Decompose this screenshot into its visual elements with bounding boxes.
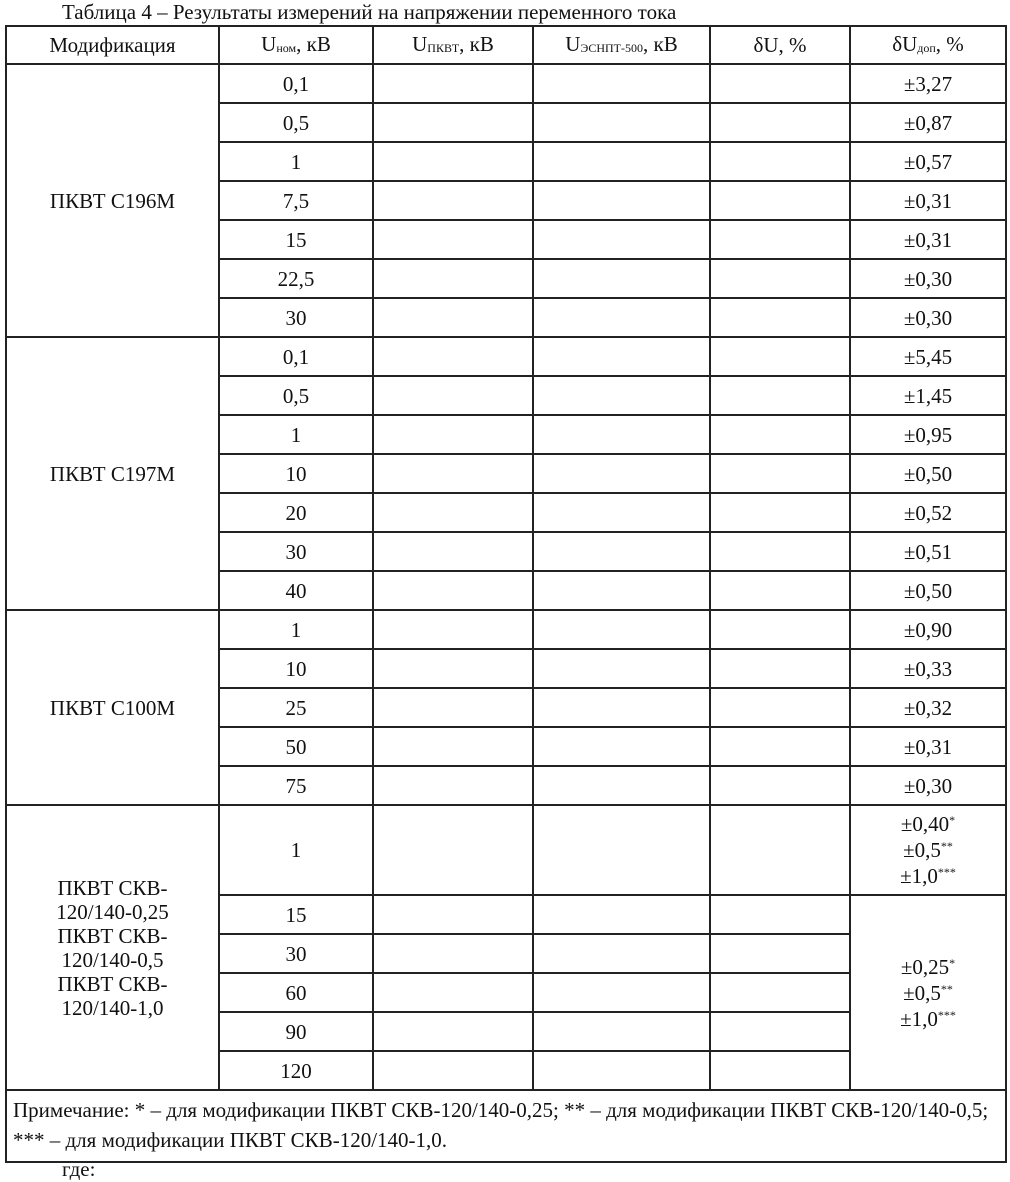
tolerance-value: ±0,40* <box>900 812 956 836</box>
u-pkvt-cell <box>373 259 533 298</box>
modification-line: ПКВТ СКВ- <box>57 875 168 900</box>
tolerance-cell: ±0,87 <box>850 103 1006 142</box>
u-pkvt-cell <box>373 493 533 532</box>
tolerance-cell: ±5,45 <box>850 337 1006 376</box>
u-pkvt-cell <box>373 298 533 337</box>
table-row <box>6 337 1006 376</box>
u-pkvt-cell <box>373 181 533 220</box>
u-nom-cell: 25 <box>219 688 373 727</box>
tolerance-value: ±1,0*** <box>900 1006 956 1031</box>
tolerance-cell: ±0,50 <box>850 571 1006 610</box>
u-nom-cell: 15 <box>219 895 373 934</box>
u-pkvt-cell <box>373 895 533 934</box>
u-esnpt-cell <box>533 934 710 973</box>
delta-u-cell <box>710 181 850 220</box>
u-esnpt-cell <box>533 1051 710 1090</box>
table-note: Примечание: * – для модификации ПКВТ СКВ-120/140-0,25; ** – для модификации ПКВТ СКВ-120/140-0,5; *** – для модификации ПКВТ СКВ-120/140-1,0. <box>6 1090 1006 1162</box>
footnote-mark: * <box>949 813 956 827</box>
u-pkvt-cell <box>373 934 533 973</box>
u-nom-cell: 30 <box>219 298 373 337</box>
u-nom-cell: 7,5 <box>219 181 373 220</box>
table-caption: Таблица 4 – Результаты измерений на напряжении переменного тока <box>62 0 677 24</box>
table-row <box>6 610 1006 649</box>
delta-u-cell <box>710 610 850 649</box>
delta-u-cell <box>710 766 850 805</box>
delta-u-cell <box>710 493 850 532</box>
u-esnpt-cell <box>533 895 710 934</box>
u-esnpt-cell <box>533 532 710 571</box>
u-pkvt-cell <box>373 103 533 142</box>
u-esnpt-cell <box>533 766 710 805</box>
tolerance-cell: ±0,30 <box>850 298 1006 337</box>
modification-line: ПКВТ СКВ- <box>57 971 168 996</box>
delta-u-cell <box>710 64 850 103</box>
delta-u-cell <box>710 532 850 571</box>
delta-u-cell <box>710 805 850 895</box>
modification-line: 120/140-1,0 <box>61 995 164 1020</box>
header-subscript: ПКВТ <box>427 40 460 55</box>
u-nom-cell: 120 <box>219 1051 373 1090</box>
u-nom-cell: 30 <box>219 934 373 973</box>
u-esnpt-cell <box>533 1012 710 1051</box>
u-nom-cell: 40 <box>219 571 373 610</box>
note-row <box>6 1090 1006 1162</box>
u-pkvt-cell <box>373 142 533 181</box>
u-pkvt-cell <box>373 376 533 415</box>
u-nom-cell: 60 <box>219 973 373 1012</box>
column-header: Модификация <box>6 26 219 64</box>
delta-u-cell <box>710 688 850 727</box>
u-pkvt-cell <box>373 1012 533 1051</box>
u-pkvt-cell <box>373 610 533 649</box>
delta-u-cell <box>710 1012 850 1051</box>
u-pkvt-cell <box>373 649 533 688</box>
modification-line: 120/140-0,5 <box>61 947 164 972</box>
u-esnpt-cell <box>533 805 710 895</box>
u-pkvt-cell <box>373 415 533 454</box>
tolerance-cell <box>850 805 1006 895</box>
delta-u-cell <box>710 376 850 415</box>
u-pkvt-cell <box>373 454 533 493</box>
modification-line: ПКВТ СКВ- <box>57 923 168 948</box>
u-esnpt-cell <box>533 688 710 727</box>
u-nom-cell: 1 <box>219 415 373 454</box>
tolerance-cell: ±0,32 <box>850 688 1006 727</box>
tolerance-cell: ±0,30 <box>850 259 1006 298</box>
u-nom-cell: 22,5 <box>219 259 373 298</box>
column-header: δU, % <box>710 26 850 64</box>
u-nom-cell: 1 <box>219 805 373 895</box>
modification-cell: ПКВТ С100М <box>6 610 219 805</box>
column-header: $U_{ПКВТ}$, кВ <box>373 26 533 64</box>
modification-cell: ПКВТ С196М <box>6 64 219 337</box>
tolerance-cell: ±0,50 <box>850 454 1006 493</box>
tolerance-cell: ±0,51 <box>850 532 1006 571</box>
footnote-mark: *** <box>937 1007 956 1022</box>
u-nom-cell: 0,5 <box>219 376 373 415</box>
tolerance-cell: ±0,31 <box>850 181 1006 220</box>
delta-u-cell <box>710 895 850 934</box>
u-nom-cell: 1 <box>219 142 373 181</box>
u-esnpt-cell <box>533 571 710 610</box>
header-subscript: ном <box>276 40 297 55</box>
u-esnpt-cell <box>533 454 710 493</box>
delta-u-cell <box>710 103 850 142</box>
header-row <box>6 26 1006 64</box>
u-nom-cell: 20 <box>219 493 373 532</box>
u-nom-cell: 15 <box>219 220 373 259</box>
u-nom-cell: 0,1 <box>219 64 373 103</box>
delta-u-cell <box>710 649 850 688</box>
u-esnpt-cell <box>533 220 710 259</box>
delta-u-cell <box>710 415 850 454</box>
tolerance-value: ±0,5** <box>903 838 953 862</box>
delta-u-cell <box>710 220 850 259</box>
u-esnpt-cell <box>533 493 710 532</box>
tolerance-cell: ±0,30 <box>850 766 1006 805</box>
delta-u-cell <box>710 142 850 181</box>
u-pkvt-cell <box>373 727 533 766</box>
u-nom-cell: 0,5 <box>219 103 373 142</box>
u-esnpt-cell <box>533 727 710 766</box>
tolerance-cell: ±0,57 <box>850 142 1006 181</box>
delta-u-cell <box>710 259 850 298</box>
tolerance-value: ±1,0*** <box>900 864 956 888</box>
u-esnpt-cell <box>533 376 710 415</box>
tolerance-value: ±0,5** <box>903 980 953 1005</box>
u-nom-cell: 50 <box>219 727 373 766</box>
tolerance-cell: ±0,31 <box>850 727 1006 766</box>
u-esnpt-cell <box>533 973 710 1012</box>
header-subscript: ЭСНПТ-500 <box>580 40 644 55</box>
footnote-mark: *** <box>937 865 956 879</box>
u-nom-cell: 90 <box>219 1012 373 1051</box>
u-pkvt-cell <box>373 220 533 259</box>
modification-line: 120/140-0,25 <box>56 899 169 924</box>
tolerance-cell: ±0,90 <box>850 610 1006 649</box>
u-pkvt-cell <box>373 532 533 571</box>
u-pkvt-cell <box>373 766 533 805</box>
delta-u-cell <box>710 454 850 493</box>
tolerance-cell: ±0,31 <box>850 220 1006 259</box>
tolerance-cell: ±0,33 <box>850 649 1006 688</box>
delta-u-cell <box>710 571 850 610</box>
tolerance-cell <box>850 895 1006 1090</box>
u-esnpt-cell <box>533 259 710 298</box>
u-pkvt-cell <box>373 64 533 103</box>
u-esnpt-cell <box>533 181 710 220</box>
delta-u-cell <box>710 934 850 973</box>
u-esnpt-cell <box>533 337 710 376</box>
delta-u-cell <box>710 337 850 376</box>
delta-u-cell <box>710 973 850 1012</box>
u-nom-cell: 10 <box>219 454 373 493</box>
table-row <box>6 64 1006 103</box>
column-header: $U_{ЭСНПТ-500}$, кВ <box>533 26 710 64</box>
tolerance-cell: ±0,52 <box>850 493 1006 532</box>
modification-cell <box>6 805 219 1090</box>
column-header: $\delta U_{доп}$, % <box>850 26 1006 64</box>
u-esnpt-cell <box>533 298 710 337</box>
u-pkvt-cell <box>373 688 533 727</box>
u-pkvt-cell <box>373 805 533 895</box>
u-esnpt-cell <box>533 610 710 649</box>
u-nom-cell: 30 <box>219 532 373 571</box>
u-esnpt-cell <box>533 649 710 688</box>
u-pkvt-cell <box>373 973 533 1012</box>
u-nom-cell: 75 <box>219 766 373 805</box>
u-nom-cell: 0,1 <box>219 337 373 376</box>
u-pkvt-cell <box>373 571 533 610</box>
tolerance-cell: ±1,45 <box>850 376 1006 415</box>
u-nom-cell: 10 <box>219 649 373 688</box>
u-esnpt-cell <box>533 103 710 142</box>
delta-u-cell <box>710 727 850 766</box>
u-esnpt-cell <box>533 415 710 454</box>
header-subscript: доп <box>917 40 936 55</box>
where-label: где: <box>62 1157 96 1181</box>
tolerance-cell: ±3,27 <box>850 64 1006 103</box>
footnote-mark: ** <box>940 981 953 996</box>
u-nom-cell: 1 <box>219 610 373 649</box>
delta-u-cell <box>710 298 850 337</box>
tolerance-cell: ±0,95 <box>850 415 1006 454</box>
measurement-table <box>5 25 1007 1163</box>
footnote-mark: * <box>949 955 956 970</box>
footnote-mark: ** <box>940 839 953 853</box>
column-header: $U_{ном}$, кВ <box>219 26 373 64</box>
u-esnpt-cell <box>533 64 710 103</box>
tolerance-value: ±0,25* <box>900 954 956 979</box>
u-pkvt-cell <box>373 1051 533 1090</box>
modification-cell: ПКВТ С197М <box>6 337 219 610</box>
delta-u-cell <box>710 1051 850 1090</box>
u-pkvt-cell <box>373 337 533 376</box>
u-esnpt-cell <box>533 142 710 181</box>
table-row <box>6 805 1006 895</box>
